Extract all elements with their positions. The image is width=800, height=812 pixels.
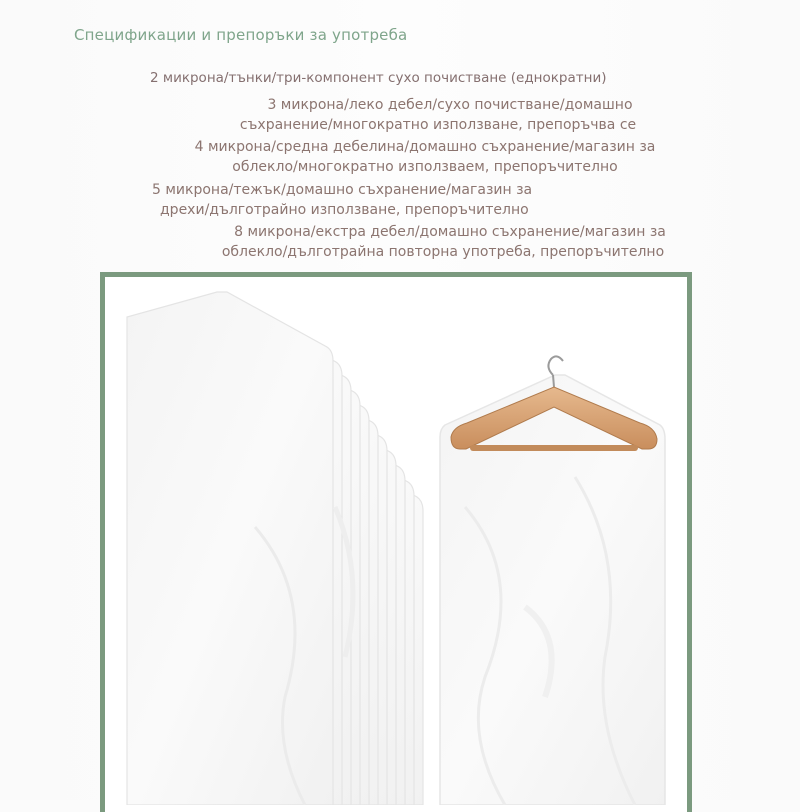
spec-3-micron-line1: 3 микрона/леко дебел/сухо почистване/домашно [267,97,633,113]
stacked-garment-bags [127,292,423,805]
spec-8-micron-line2: облекло/дълготрайна повторна употреба, препоръчително [221,244,665,260]
spec-5-micron-line2: дрехи/дълготрайно използване, препоръчително [160,202,529,218]
spec-3-micron-line2: съхранение/многократно използване, препоръчва се [239,117,637,133]
spec-4-micron-line2: облекло/многократно използваем, препоръчително [232,159,618,175]
spec-5-micron [152,180,532,220]
product-image [105,277,687,805]
spec-4-micron [0,137,800,177]
spec-3-micron [0,95,800,135]
spec-8-micron-line1: 8 микрона/екстра дебел/домашно съхранение/магазин за [234,224,666,240]
page-title: Спецификации и препоръки за употреба [74,26,408,44]
spec-2-micron [150,68,607,88]
spec-8-micron [0,222,800,262]
spec-2-micron-line1: 2 микрона/тънки/три-компонент сухо почистване (еднократни) [150,70,607,86]
spec-5-micron-line1: 5 микрона/тежък/домашно съхранение/магазин за [152,182,533,198]
spec-4-micron-line1: 4 микрона/средна дебелина/домашно съхранение/магазин за [194,139,656,155]
garment-bag [127,292,333,805]
product-image-frame [100,272,692,812]
